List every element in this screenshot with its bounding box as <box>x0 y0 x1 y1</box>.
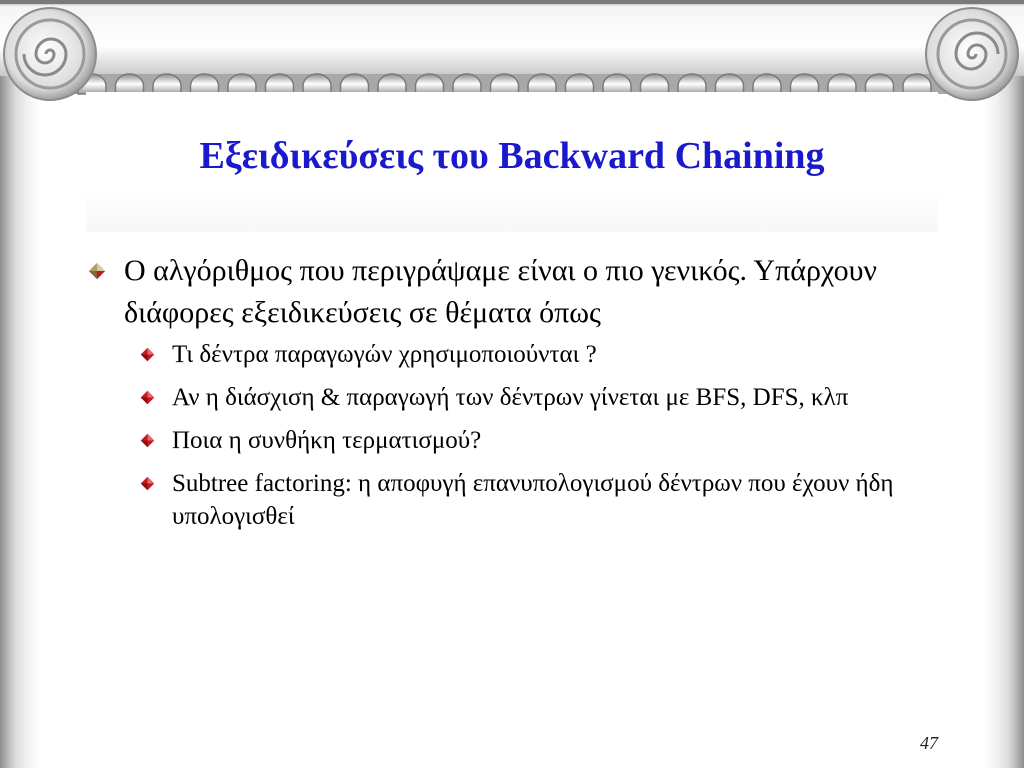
egg-ornament <box>716 74 744 94</box>
egg-ornament <box>191 74 219 94</box>
egg-ornament <box>116 74 144 94</box>
sub-bullet-item <box>86 467 916 533</box>
ionic-volute-icon-right <box>926 8 1018 100</box>
egg-ornament <box>678 74 706 94</box>
egg-and-dart-band <box>78 74 931 94</box>
sub-bullet-item <box>86 424 916 457</box>
page-number: 47 <box>920 733 938 753</box>
main-bullet <box>86 250 916 334</box>
egg-ornament <box>228 74 256 94</box>
egg-ornament <box>453 74 481 94</box>
egg-ornament <box>753 74 781 94</box>
egg-ornament <box>341 74 369 94</box>
egg-ornament <box>603 74 631 94</box>
sub-bullet-item <box>86 338 916 371</box>
main-bullet-text: Ο αλγόριθμος που περιγράψαμε είναι ο πιο γενικός. Υπάρχουν διάφορες εξειδικεύσεις σε θέματα όπως <box>124 254 877 329</box>
egg-ornament <box>153 74 181 94</box>
diamond-bullet-icon <box>140 390 155 405</box>
sub-bullet-list <box>86 338 916 533</box>
egg-ornament <box>791 74 819 94</box>
egg-ornament <box>866 74 894 94</box>
egg-ornament <box>528 74 556 94</box>
diamond-bullet-icon <box>140 476 155 491</box>
egg-ornament <box>566 74 594 94</box>
slide-body <box>86 250 916 543</box>
ionic-volute-icon-left <box>4 8 96 100</box>
sub-bullet-text: Τι δέντρα παραγωγών χρησιμοποιούνται ? <box>172 341 597 368</box>
sub-bullet-text: Αν η διάσχιση & παραγωγή των δέντρων γίνεται με BFS, DFS, κλπ <box>172 384 849 411</box>
diamond-bullet-icon <box>88 262 106 280</box>
egg-ornament <box>491 74 519 94</box>
sub-bullet-text: Subtree factoring: η αποφυγή επανυπολογισμού δέντρων που έχουν ήδη υπολογισθεί <box>172 470 894 530</box>
egg-ornament <box>416 74 444 94</box>
sub-bullet-item <box>86 381 916 414</box>
diamond-bullet-icon <box>140 347 155 362</box>
egg-ornament <box>378 74 406 94</box>
egg-ornament <box>903 74 931 94</box>
slide-title: Εξειδικεύσεις του Backward Chaining <box>199 135 825 177</box>
egg-ornament <box>828 74 856 94</box>
sub-bullet-text: Ποια η συνθήκη τερματισμού? <box>172 427 482 454</box>
egg-ornament <box>641 74 669 94</box>
egg-ornament <box>303 74 331 94</box>
diamond-bullet-icon <box>140 433 155 448</box>
egg-ornament <box>266 74 294 94</box>
